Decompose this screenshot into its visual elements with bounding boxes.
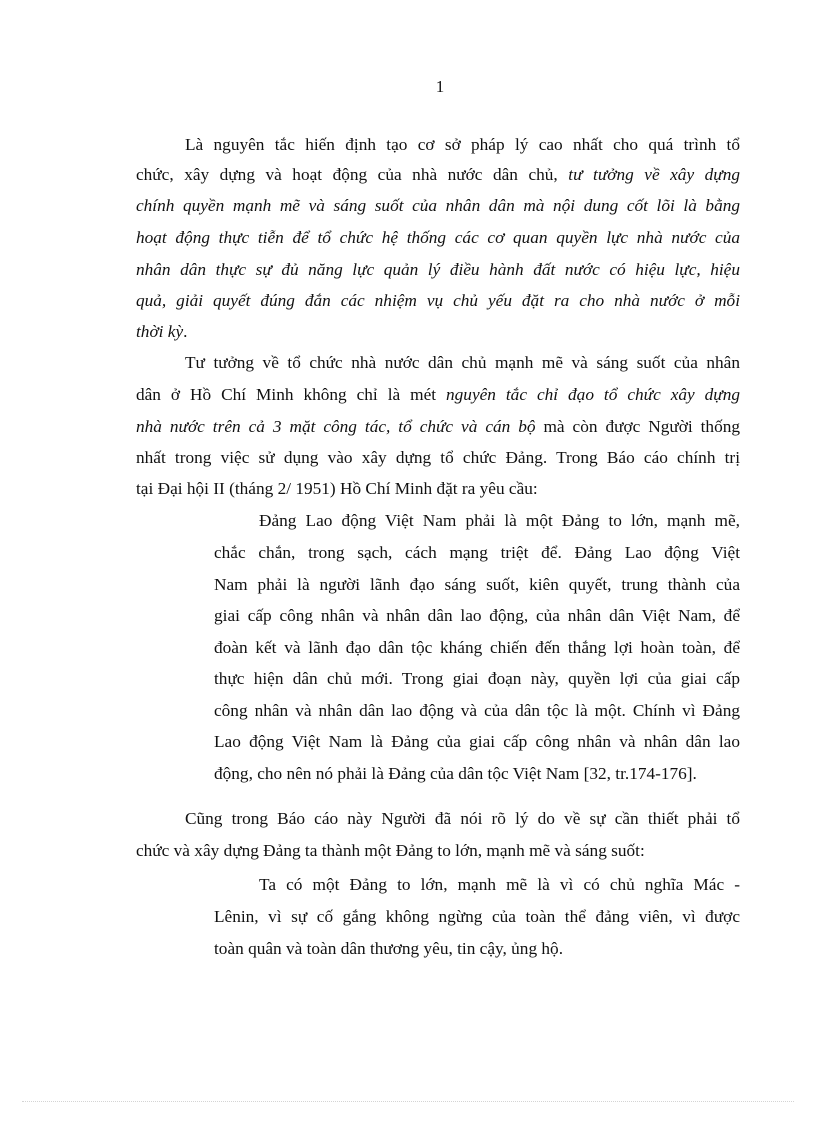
- italic-text: tư tưởng về xây dựng: [568, 165, 740, 184]
- text-run: mà còn được Người thống: [535, 417, 740, 436]
- body-line: [136, 195, 740, 217]
- italic-text: nhân dân thực sự đủ năng lực quản lý điều hành đất nước có hiệu lực, hiệu: [136, 260, 740, 279]
- text-run: Lênin, vì sự cố gắng không ngừng của toàn thể đảng viên, vì được: [214, 907, 740, 926]
- quote-line: [214, 763, 697, 785]
- text-run: Lao động Việt Nam là Đảng của giai cấp công nhân và nhân dân lao: [214, 732, 740, 751]
- body-line: [185, 352, 740, 374]
- body-line: [185, 808, 740, 830]
- text-run: Ta có một Đảng to lớn, mạnh mẽ là vì có chủ nghĩa Mác -: [259, 875, 740, 894]
- text-run: tại Đại hội II (tháng 2/ 1951) Hồ Chí Minh đặt ra yêu cầu:: [136, 479, 538, 498]
- italic-text: quả, giải quyết đúng đắn các nhiệm vụ chủ yếu đặt ra cho nhà nước ở mỗi: [136, 291, 740, 310]
- italic-text: hoạt động thực tiễn để tổ chức hệ thống các cơ quan quyền lực nhà nước của: [136, 228, 740, 247]
- quote-line: [214, 668, 740, 690]
- quote-line: [214, 906, 740, 928]
- body-line: [136, 321, 187, 343]
- text-run: Là nguyên tắc hiến định tạo cơ sở pháp lý cao nhất cho quá trình tổ: [185, 135, 740, 154]
- text-run: đoàn kết và lãnh đạo dân tộc kháng chiến đến thắng lợi hoàn toàn, để: [214, 638, 740, 657]
- text-run: Nam phải là người lãnh đạo sáng suốt, kiên quyết, trung thành của: [214, 575, 740, 594]
- body-line: [136, 478, 538, 500]
- text-run: động, cho nên nó phải là Đảng của dân tộc Việt Nam [32, tr.174-176].: [214, 764, 697, 783]
- text-run: dân ở Hồ Chí Minh không chỉ là mét: [136, 385, 447, 404]
- body-line: [136, 840, 645, 862]
- quote-line: [259, 510, 740, 532]
- italic-text: nhà nước trên cả 3 mặt công tác, tổ chức và cán bộ: [136, 417, 536, 436]
- body-line: [136, 290, 740, 312]
- text-run: chức và xây dựng Đảng ta thành một Đảng to lớn, mạnh mẽ và sáng suốt:: [136, 841, 645, 860]
- quote-line: [214, 542, 740, 564]
- body-line: [136, 227, 740, 249]
- quote-line: [214, 700, 740, 722]
- body-line: [185, 134, 740, 156]
- text-run: công nhân và nhân dân lao động và của dân tộc là một. Chính vì Đảng: [214, 701, 740, 720]
- quote-line: [214, 637, 740, 659]
- text-run: .: [183, 322, 188, 341]
- text-run: Đảng Lao động Việt Nam phải là một Đảng to lớn, mạnh mẽ,: [259, 511, 740, 530]
- body-line: [136, 259, 740, 281]
- body-line: [136, 447, 740, 469]
- italic-text: nguyên tắc chỉ đạo tổ chức xây dựng: [446, 385, 740, 404]
- body-line: [136, 164, 740, 186]
- quote-line: [214, 574, 740, 596]
- quote-line: [214, 938, 563, 960]
- italic-text: chính quyền mạnh mẽ và sáng suốt của nhân dân mà nội dung cốt lõi là bằng: [136, 196, 740, 215]
- text-run: Tư tưởng về tổ chức nhà nước dân chủ mạnh mẽ và sáng suốt của nhân: [185, 353, 740, 372]
- quote-line: [214, 731, 740, 753]
- text-run: thực hiện dân chủ mới. Trong giai đoạn này, quyền lợi của giai cấp: [214, 669, 740, 688]
- quote-line: [259, 874, 740, 896]
- text-run: chức, xây dựng và hoạt động của nhà nước dân chủ,: [136, 165, 569, 184]
- page-number: 1: [435, 77, 445, 96]
- body-line: [136, 416, 740, 438]
- italic-text: thời kỳ: [136, 322, 184, 341]
- text-run: giai cấp công nhân và nhân dân lao động, của nhân dân Việt Nam, để: [214, 606, 740, 625]
- text-run: Cũng trong Báo cáo này Người đã nói rõ lý do về sự cần thiết phải tổ: [185, 809, 740, 828]
- text-run: chắc chắn, trong sạch, cách mạng triệt để. Đảng Lao động Việt: [214, 543, 740, 562]
- text-run: nhất trong việc sử dụng vào xây dựng tổ chức Đảng. Trong Báo cáo chính trị: [136, 448, 740, 467]
- quote-line: [214, 605, 740, 627]
- page-bottom-rule: [22, 1101, 794, 1102]
- body-line: [136, 384, 740, 406]
- text-run: toàn quân và toàn dân thương yêu, tin cậy, ủng hộ.: [214, 939, 564, 958]
